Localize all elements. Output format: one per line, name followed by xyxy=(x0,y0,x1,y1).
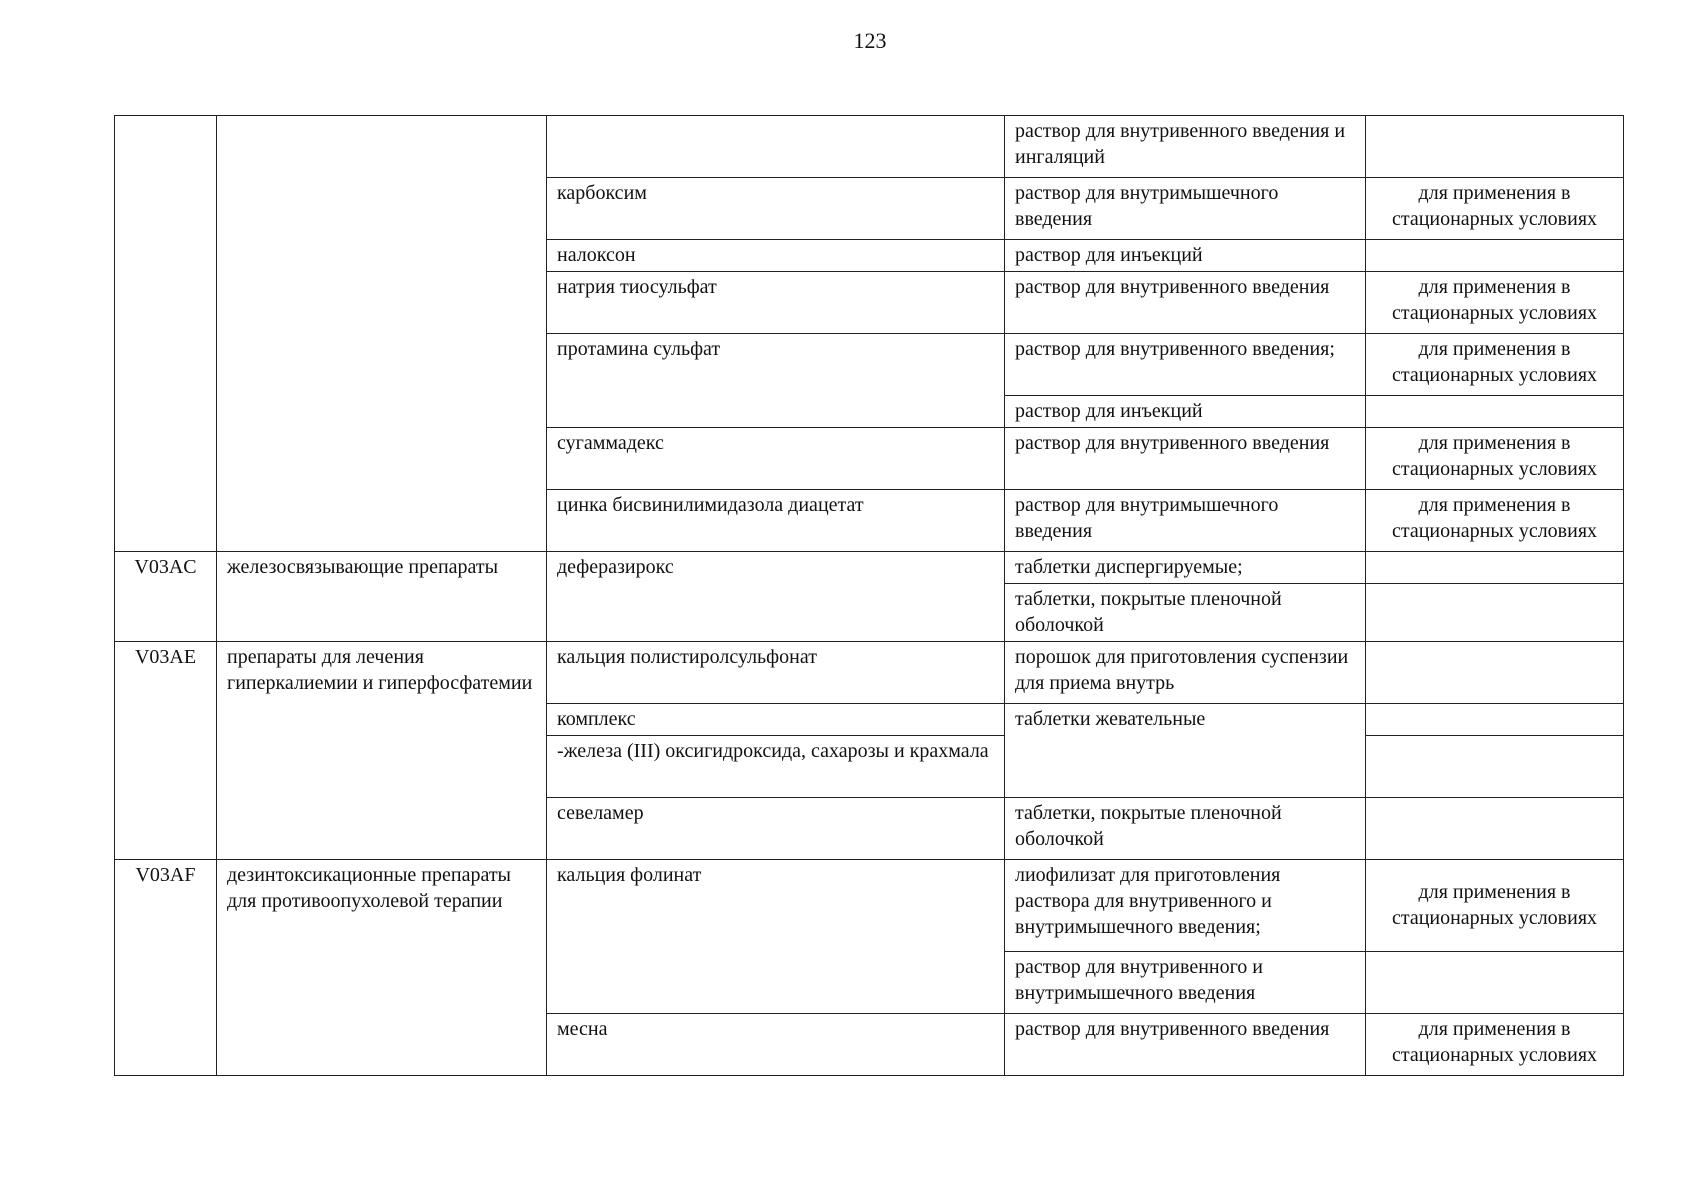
dosage-form-cell: раствор для внутривенного введения xyxy=(1005,1014,1366,1076)
group-cell: железосвязывающие препараты xyxy=(217,552,547,642)
dosage-form-cell: таблетки, покрытые пленочной оболочкой xyxy=(1005,798,1366,860)
drug-name-cell: месна xyxy=(547,1014,1005,1076)
note-cell xyxy=(1366,736,1624,798)
note-cell: для применения в стационарных условиях xyxy=(1366,178,1624,240)
dosage-form-cell: таблетки диспергируемые; xyxy=(1005,552,1366,584)
note-cell: для применения в стационарных условиях xyxy=(1366,1014,1624,1076)
drug-name-cell: деферазирокс xyxy=(547,552,1005,642)
dosage-form-cell: таблетки, покрытые пленочной оболочкой xyxy=(1005,584,1366,642)
note-cell: для применения в стационарных условиях xyxy=(1366,334,1624,396)
dosage-form-cell: раствор для инъекций xyxy=(1005,240,1366,272)
note-cell: для применения в стационарных условиях xyxy=(1366,860,1624,952)
note-cell: для применения в стационарных условиях xyxy=(1366,272,1624,334)
drug-name-cell: протамина сульфат xyxy=(547,334,1005,428)
table-row xyxy=(115,552,1624,584)
drug-name-cell xyxy=(547,116,1005,178)
table-row xyxy=(115,116,1624,178)
dosage-form-cell: раствор для внутривенного введения и ингаляций xyxy=(1005,116,1366,178)
drug-name-cell: цинка бисвинилимидазола диацетат xyxy=(547,490,1005,552)
drug-name-cell: -железа (III) оксигидроксида, сахарозы и крахмала xyxy=(547,736,1005,798)
drug-name-cell: налоксон xyxy=(547,240,1005,272)
drug-name-cell: кальция фолинат xyxy=(547,860,1005,1014)
note-cell xyxy=(1366,798,1624,860)
dosage-form-cell: раствор для внутримышечного введения xyxy=(1005,490,1366,552)
note-cell: для применения в стационарных условиях xyxy=(1366,428,1624,490)
table-row xyxy=(115,860,1624,952)
note-cell xyxy=(1366,396,1624,428)
dosage-form-cell: раствор для внутримышечного введения xyxy=(1005,178,1366,240)
page-number: 123 xyxy=(853,28,887,53)
note-cell xyxy=(1366,704,1624,736)
dosage-form-cell: раствор для внутривенного введения; xyxy=(1005,334,1366,396)
drug-table xyxy=(114,115,1624,1076)
dosage-form-cell: раствор для инъекций xyxy=(1005,396,1366,428)
dosage-form-cell: раствор для внутривенного введения xyxy=(1005,428,1366,490)
drug-name-cell: сугаммадекс xyxy=(547,428,1005,490)
note-cell xyxy=(1366,952,1624,1014)
drug-name-cell: кальция полистиролсульфонат xyxy=(547,642,1005,704)
group-cell: препараты для лечения гиперкалиемии и гиперфосфатемии xyxy=(217,642,547,860)
note-cell xyxy=(1366,642,1624,704)
atc-code-cell xyxy=(115,116,217,552)
dosage-form-cell: таблетки жевательные xyxy=(1005,704,1366,798)
atc-code-cell: V03AF xyxy=(115,860,217,1076)
note-cell xyxy=(1366,116,1624,178)
dosage-form-cell: раствор для внутривенного и внутримышечного введения xyxy=(1005,952,1366,1014)
drug-name-cell: карбоксим xyxy=(547,178,1005,240)
note-cell: для применения в стационарных условиях xyxy=(1366,490,1624,552)
note-cell xyxy=(1366,584,1624,642)
table-row xyxy=(115,642,1624,704)
atc-code-cell: V03AE xyxy=(115,642,217,860)
atc-code-cell: V03AC xyxy=(115,552,217,642)
note-cell xyxy=(1366,240,1624,272)
drug-name-cell: натрия тиосульфат xyxy=(547,272,1005,334)
note-cell xyxy=(1366,552,1624,584)
dosage-form-cell: порошок для приготовления суспензии для приема внутрь xyxy=(1005,642,1366,704)
group-cell: дезинтоксикационные препараты для противоопухолевой терапии xyxy=(217,860,547,1076)
drug-name-cell: комплекс xyxy=(547,704,1005,736)
drug-name-cell: севеламер xyxy=(547,798,1005,860)
group-cell xyxy=(217,116,547,552)
dosage-form-cell: лиофилизат для приготовления раствора для внутривенного и внутримышечного введения; xyxy=(1005,860,1366,952)
dosage-form-cell: раствор для внутривенного введения xyxy=(1005,272,1366,334)
